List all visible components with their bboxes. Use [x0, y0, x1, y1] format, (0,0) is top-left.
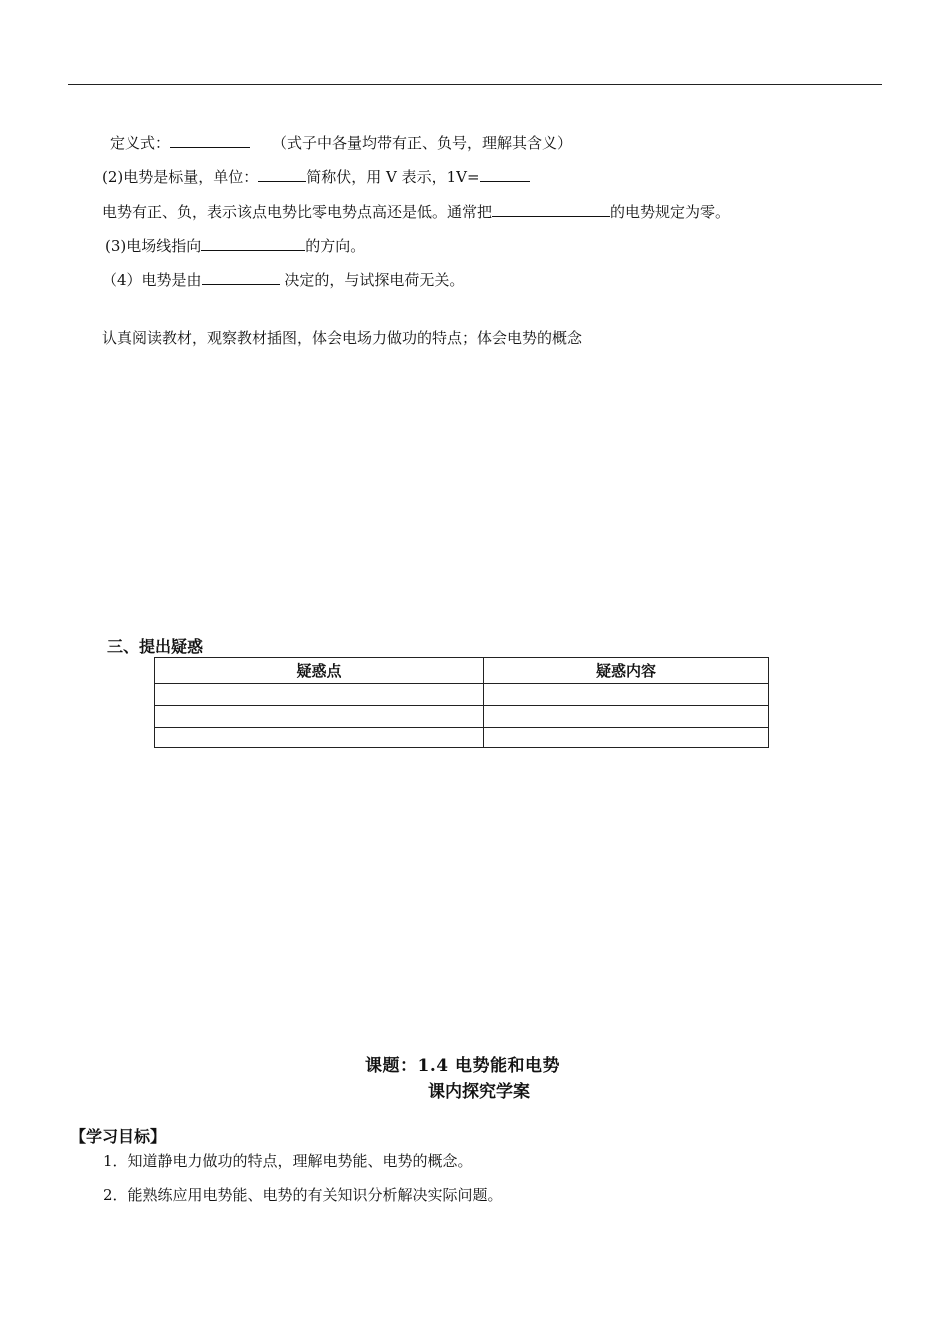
- sign-text-a: 电势有正、负，表示该点电势比零电势点高还是低。通常把: [102, 203, 493, 221]
- sign-text-b: 的电势规定为零。: [610, 203, 731, 221]
- zero-point-blank[interactable]: [492, 201, 610, 217]
- volt-blank[interactable]: [480, 166, 530, 182]
- goal-item-1: 1．知道静电力做功的特点，理解电势能、电势的概念。: [103, 1152, 473, 1170]
- item3-line: [105, 235, 365, 256]
- definition-note: （式子中各量均带有正、负号，理解其含义）: [272, 134, 573, 152]
- determined-by-blank[interactable]: [202, 269, 280, 285]
- item4-line: [102, 269, 464, 290]
- doubt-content-cell[interactable]: [484, 706, 769, 728]
- doubt-content-header: 疑惑内容: [484, 658, 769, 684]
- definition-line: [110, 132, 572, 153]
- doubts-heading: 三、提出疑惑: [107, 637, 204, 656]
- header-rule: [68, 84, 882, 85]
- item2-text-a: (2)电势是标量，单位：: [102, 168, 259, 186]
- item3-text-a: (3)电场线指向: [105, 237, 202, 255]
- table-row: [155, 728, 769, 748]
- definition-blank[interactable]: [170, 132, 250, 148]
- doubt-point-cell[interactable]: [155, 684, 484, 706]
- lesson-title: 课题：1.4 电势能和电势: [365, 1056, 560, 1076]
- goal-item-2: 2．能熟练应用电势能、电势的有关知识分析解决实际问题。: [103, 1186, 503, 1204]
- unit-blank[interactable]: [258, 166, 306, 182]
- table-row: [155, 684, 769, 706]
- goals-heading: 【学习目标】: [70, 1127, 167, 1146]
- lesson-subtitle: 课内探究学案: [428, 1082, 530, 1102]
- doubt-point-header: 疑惑点: [155, 658, 484, 684]
- doubt-point-cell[interactable]: [155, 728, 484, 748]
- doubt-content-cell[interactable]: [484, 684, 769, 706]
- doubts-table: [154, 657, 769, 748]
- item4-text-a: （4）电势是由: [102, 271, 202, 289]
- direction-blank[interactable]: [201, 235, 305, 251]
- reading-instruction: 认真阅读教材，观察教材插图，体会电场力做功的特点；体会电势的概念: [102, 329, 583, 347]
- doubt-content-cell[interactable]: [484, 728, 769, 748]
- item4-text-b: 决定的，与试探电荷无关。: [279, 271, 465, 289]
- doubt-point-cell[interactable]: [155, 706, 484, 728]
- item2-line: [102, 166, 530, 187]
- item2-text-b: 简称伏，用 V 表示，1V=: [306, 168, 480, 186]
- table-row: [155, 706, 769, 728]
- definition-label: 定义式：: [110, 134, 171, 152]
- sign-line: [102, 201, 730, 222]
- item3-text-b: 的方向。: [305, 237, 366, 255]
